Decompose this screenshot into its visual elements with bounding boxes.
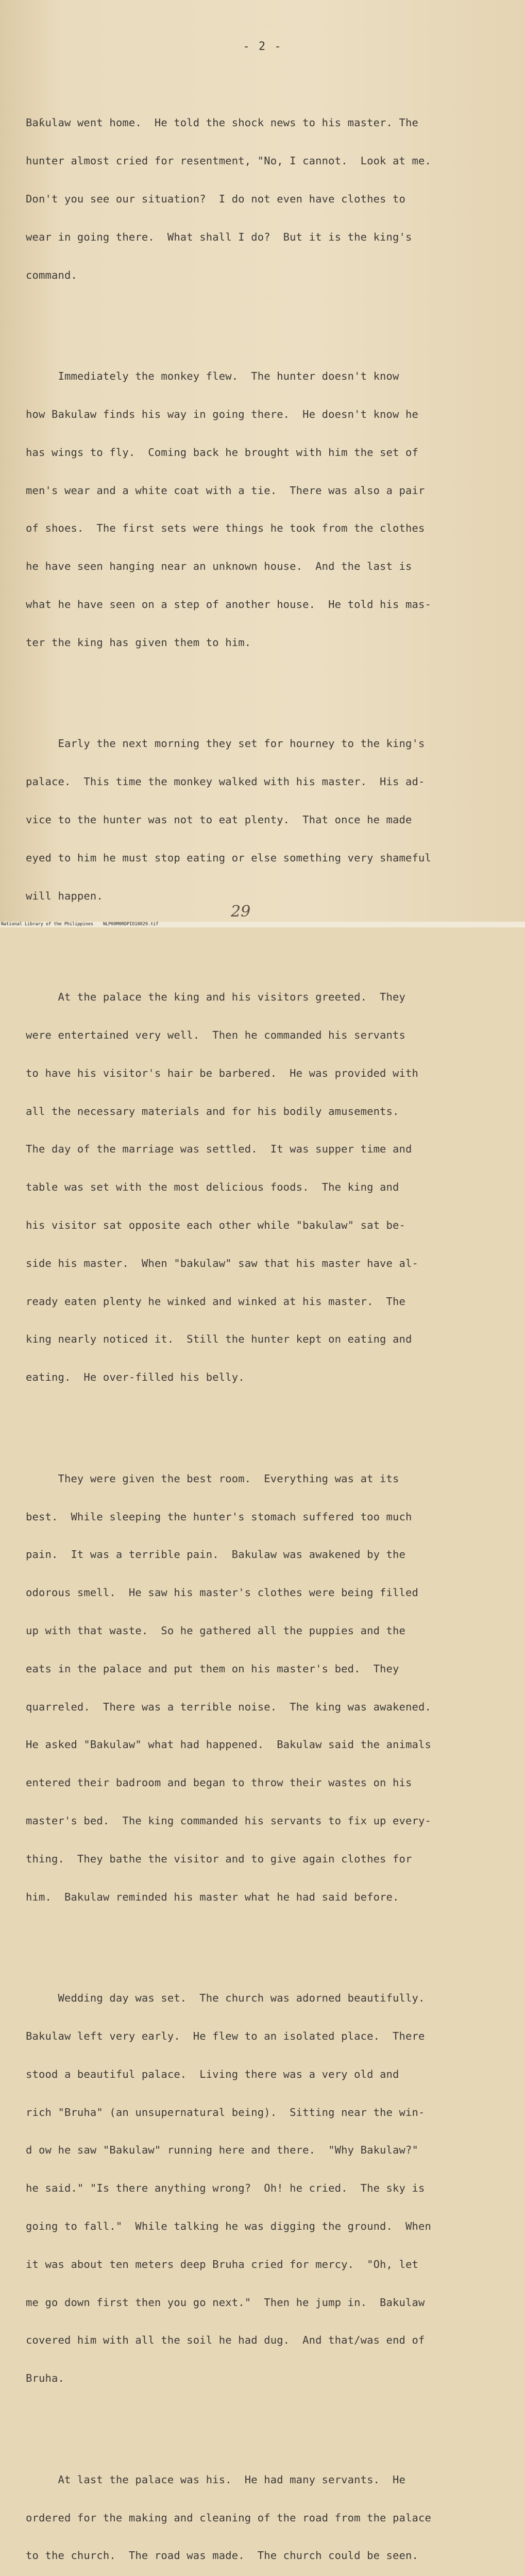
text-line: palace. This time the monkey walked with his master. His ad-	[26, 775, 425, 788]
text-line: of shoes. The first sets were things he took from the clothes	[26, 522, 425, 535]
text-line: master's bed. The king commanded his servants to fix up every-	[26, 1814, 431, 1827]
text-line: side his master. When "bakulaw" saw that his master have al-	[26, 1257, 419, 1269]
text-line: rich "Bruha" (an unsupernatural being). Sitting near the win-	[26, 2106, 425, 2119]
text-line: best. While sleeping the hunter's stomach suffered too much	[26, 1510, 412, 1523]
text-line: He asked "Bakulaw" what had happened. Bakulaw said the animals	[26, 1738, 431, 1751]
text-line: wear in going there. What shall I do? But it is the king's	[26, 230, 412, 243]
text-line: stood a beautiful palace. Living there was a very old and	[26, 2067, 399, 2080]
text-line: At the palace the king and his visitors greeted. They	[26, 991, 406, 1004]
text-line: it was about ten meters deep Bruha cried for mercy. "Oh, let	[26, 2258, 419, 2270]
text-line: to have his visitor's hair be barbered. He was provided with	[26, 1066, 419, 1079]
body-text	[26, 66, 500, 2576]
text-line: me go down first then you go next." Then he jump in. Bakulaw	[26, 2296, 425, 2309]
library-credit: National Library of the Philippines	[1, 922, 94, 927]
scan-filename: NLP00M0RDPIO18029.tif	[103, 922, 159, 927]
text-line: up with that waste. So he gathered all the puppies and the	[26, 1624, 406, 1637]
paragraph-1	[26, 91, 500, 307]
text-line: At last the palace was his. He had many servants. He	[26, 2473, 406, 2486]
page-number: - 2 -	[243, 40, 282, 53]
text-line: Bakulaw left very early. He flew to an isolated place. There	[26, 2030, 425, 2043]
text-line: ordered for the making and cleaning of the road from the palace	[26, 2511, 431, 2524]
text-line: They were given the best room. Everything was at its	[26, 1472, 399, 1485]
text-line: he said." "Is there anything wrong? Oh! he cried. The sky is	[26, 2182, 425, 2195]
text-line: Don't you see our situation? I do not even have clothes to	[26, 192, 406, 205]
text-line: what he have seen on a step of another house. He told his mas-	[26, 598, 431, 611]
paragraph-6	[26, 1967, 500, 2410]
text-line: going to fall." While talking he was digging the ground. When	[26, 2219, 431, 2232]
text-line: all the necessary materials and for his bodily amusements.	[26, 1105, 399, 1117]
text-line: how Bakulaw finds his way in going there. He doesn't know he	[26, 408, 419, 421]
text-line: covered him with all the soil he had dug. And that/was end of	[26, 2334, 425, 2347]
text-line: Bruha.	[26, 2372, 64, 2385]
text-line: entered their badroom and began to throw their wastes on his	[26, 1776, 412, 1789]
text-line: king nearly noticed it. Still the hunter kept on eating and	[26, 1333, 412, 1346]
text-line: Baƙulaw went home. He told the shock news to his master. The	[26, 116, 419, 129]
text-line: men's wear and a white coat with a tie. There was also a pair	[26, 484, 425, 497]
text-line: eating. He over-filled his belly.	[26, 1371, 245, 1384]
text-line: were entertained very well. Then he commanded his servants	[26, 1029, 406, 1042]
handwritten-page-number: 29	[231, 903, 251, 921]
scan-footer	[0, 922, 525, 927]
paragraph-7	[26, 2448, 500, 2576]
paragraph-3	[26, 712, 500, 927]
text-line: Early the next morning they set for hourney to the king's	[26, 737, 425, 750]
text-line: quarreled. There was a terrible noise. The king was awakened.	[26, 1700, 431, 1713]
text-line: Immediately the monkey flew. The hunter doesn't know	[26, 370, 399, 383]
text-line: has wings to fly. Coming back he brought with him the set of	[26, 446, 419, 459]
text-line: his visitor sat opposite each other while "bakulaw" sat be-	[26, 1219, 406, 1232]
text-line: d ow he saw "Bakulaw" running here and there. "Why Bakulaw?"	[26, 2144, 419, 2157]
text-line: eats in the palace and put them on his master's bed. They	[26, 1662, 399, 1675]
text-line: The day of the marriage was settled. It was supper time and	[26, 1143, 412, 1156]
text-line: Wedding day was set. The church was adorned beautifully.	[26, 1992, 425, 2005]
paragraph-4	[26, 965, 500, 1409]
text-line: to the church. The road was made. The church could be seen.	[26, 2549, 419, 2562]
paragraph-2	[26, 345, 500, 674]
text-line: ready eaten plenty he winked and winked at his master. The	[26, 1295, 406, 1308]
text-line: vice to the hunter was not to eat plenty. That once he made	[26, 814, 412, 826]
text-line: ter the king has given them to him.	[26, 636, 251, 649]
text-line: will happen.	[26, 889, 103, 902]
text-line: thing. They bathe the visitor and to give again clothes for	[26, 1852, 412, 1865]
text-line: table was set with the most delicious foods. The king and	[26, 1181, 399, 1194]
paragraph-5	[26, 1447, 500, 1929]
text-line: eyed to him he must stop eating or else something very shameful	[26, 851, 431, 864]
text-line: he have seen hanging near an unknown house. And the last is	[26, 560, 412, 573]
text-line: command.	[26, 268, 77, 281]
text-line: him. Bakulaw reminded his master what he had said before.	[26, 1890, 399, 1903]
text-line: pain. It was a terrible pain. Bakulaw was awakened by the	[26, 1548, 406, 1561]
text-line: hunter almost cried for resentment, "No, I cannot. Look at me.	[26, 155, 431, 167]
text-line: odorous smell. He saw his master's clothes were being filled	[26, 1586, 419, 1599]
